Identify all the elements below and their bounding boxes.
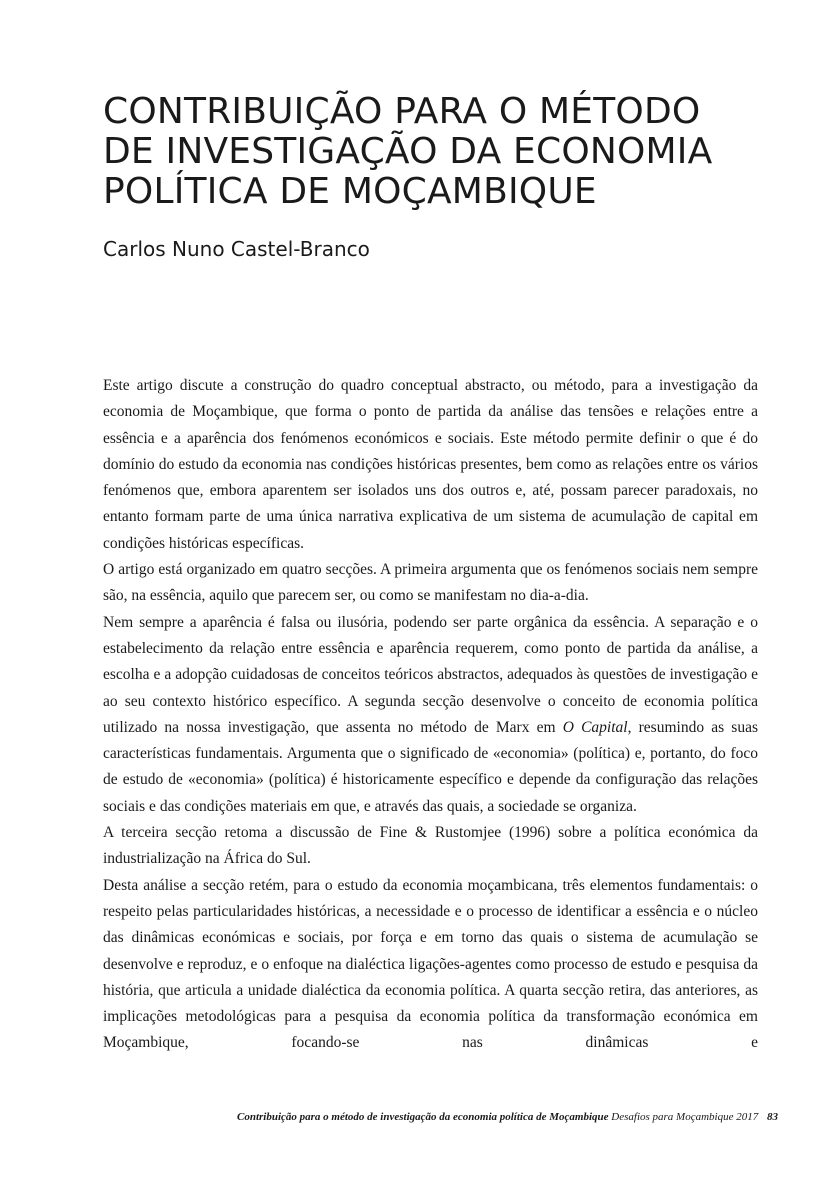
page-footer (237, 1110, 778, 1124)
paragraph: Desta análise a secção retém, para o estudo da economia moçambicana, três elementos fundamentais: o respeito pelas particularidades históricas, a necessidade e o processo de identificar a essência e o núcleo das dinâmicas económicas e sociais, por força e em torno das quais o sistema de acumulação se desenvolve e reproduz, e o enfoque na dialéctica ligações-agentes como processo de estudo e pesquisa da história, que articula a unidade dialéctica da economia política. A quarta secção retira, das anteriores, as implicações metodológicas para a pesquisa da economia política da transformação económica em Moçambique, focando-se nas dinâmicas e (103, 876, 758, 1052)
running-title: Contribuição para o método de investigação da economia política de Moçambique (236, 1111, 609, 1123)
paragraph: Este artigo discute a construção do quadro conceptual abstracto, ou método, para a investigação da economia de Moçambique, que forma o ponto de partida da análise das tensões e relações entre a essência e a aparência dos fenómenos económicos e sociais. Este método permite definir o que é do domínio do estudo da economia nas condições históricas presentes, bem como as relações entre os vários fenómenos que, embora aparentem ser isolados uns dos outros e, até, possam parecer paradoxais, no entanto formam parte de uma única narrativa explicativa de um sistema de acumulação de capital em condições históricas específicas. (103, 377, 758, 552)
journal-name: Desafios para Moçambique 2017 (611, 1111, 759, 1123)
book-title-emphasis: O Capital (562, 718, 628, 736)
title-line: CONTRIBUIÇÃO PARA O MÉTODO (103, 91, 701, 132)
paragraph: O artigo está organizado em quatro secções. A primeira argumenta que os fenómenos sociais nem sempre são, na essência, aquilo que parecem ser, ou como se manifestam no dia-a-dia. (103, 561, 758, 605)
title-line: POLÍTICA DE MOÇAMBIQUE (103, 171, 597, 212)
paragraph (103, 610, 758, 820)
page-number: 83 (767, 1111, 778, 1123)
paragraph: A terceira secção retoma a discussão de Fine & Rustomjee (1996) sobre a política económica da industrialização na África do Sul. (103, 824, 758, 868)
paragraph-text: , resumindo as suas características fundamentais. Argumenta que o significado de «economia» (política) e, portanto, do foco de estudo de «economia» (política) é historicamente específico e depende da configuração das relações sociais e das condições materiais em que, e através das quais, a sociedade se organiza. (103, 718, 758, 815)
paragraph-text: Nem sempre a aparência é falsa ou ilusória, podendo ser parte orgânica da essência. A separação e o estabelecimento da relação entre essência e aparência requerem, como ponto de partida da análise, a escolha e a adopção cuidadosas de conceitos teóricos abstractos, adequados às questões de investigação e ao seu contexto histórico específico. A segunda secção desenvolve o conceito de economia política utilizado na nossa investigação, que assenta no método de Marx em (103, 613, 758, 736)
title-line: DE INVESTIGAÇÃO DA ECONOMIA (103, 131, 713, 172)
article-title (103, 92, 743, 212)
author-name: Carlos Nuno Castel-Branco (103, 237, 370, 261)
article-body (103, 373, 758, 1057)
